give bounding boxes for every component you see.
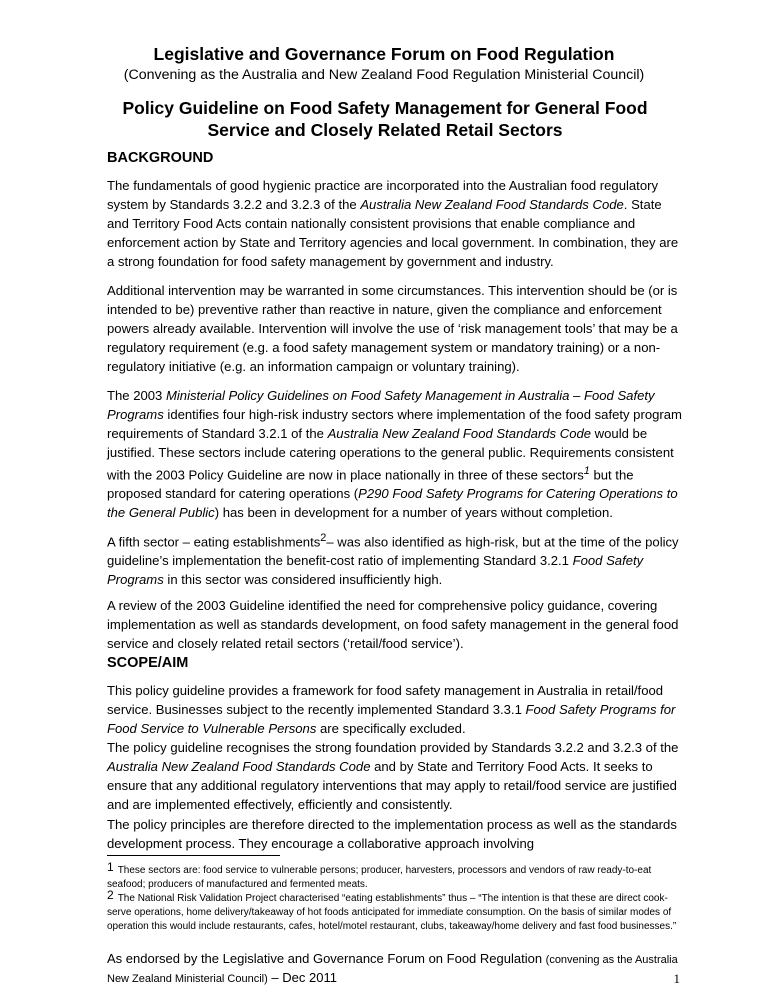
paragraph-8: The policy principles are therefore directed to the implementation process as well as the standards development process. They encourage a collaborative approach involving — [107, 817, 677, 851]
paragraph-3: The 2003 Ministerial Policy Guidelines on Food Safety Management in Australia – Food Safety Programs identifies four high-risk industry sectors where implementation of the food safety program requirements of Standard 3.2.1 of the Australia New Zealand Food Standards Code would be justified. These sectors include catering operations to the general public. Requirements consistent with the 2003 Policy Guideline are now in place nationally in three of these sectors$^1$ but the proposed standard for catering operations (P290 Food Safety Programs for Catering Operations to the General Public) has been in development for a number of years without completion. — [107, 388, 682, 521]
forum-subheading: (Convening as the Australia and New Zealand Food Regulation Ministerial Council) — [123, 67, 645, 83]
footnote-ref-1: 1 — [583, 465, 590, 477]
paragraph-5: A review of the 2003 Guideline identified the need for comprehensive policy guidance, covering implementation as well as standards development, on food safety management in the general food service and closely related retail sectors (‘retail/food service’). — [107, 598, 679, 651]
paragraph-4: A fifth sector – eating establishments$^2$– was also identified as high-risk, but at the time of the policy guideline’s implementation the benefit-cost ratio of implementing Standard 3.2.1 Food Safety Programs in this sector was considered insufficiently high. — [107, 532, 679, 588]
footnote-1: $^1$ These sectors are: food service to vulnerable persons; producer, harvesters, processors and vendors of raw ready-to-eat seafood; producers of manufactured and fermented meats. — [107, 860, 652, 890]
paragraph-1: The fundamentals of good hygienic practice are incorporated into the Australian food regulatory system by Standards 3.2.2 and 3.2.3 of the Australia New Zealand Food Standards Code. State and Territory Food Acts contain nationally consistent provisions that enable compliance and enforcement action by State and Territory agencies and local government. In combination, they are a strong foundation for food safety management by government and industry. — [107, 178, 679, 269]
footnote-separator — [107, 855, 280, 856]
paragraph-6: This policy guideline provides a framework for food safety management in Australia in retail/food service. Businesses subject to the recently implemented Standard 3.3.1 Food Safety Programs for Food Service to Vulnerable Persons are specifically excluded. — [107, 683, 676, 736]
forum-heading: Legislative and Governance Forum on Food Regulation — [153, 44, 615, 64]
footnote-2: $^2$ The National Risk Validation Project characterised “eating establishments” thus – “The intention is that these are direct cook-serve operations, home delivery/takeaway of hot foods anticipated for immediate consumption. On the basis of similar modes of operation this would include restaurants, cafes, hotel/motel restaurant, clubs, takeaway/home delivery and fast food businesses.” — [107, 888, 677, 932]
page-footer: As endorsed by the Legislative and Governance Forum on Food Regulation (convening as the Australia New Zealand Ministerial Council) – Dec 2011 — [107, 951, 678, 985]
section-heading-background: BACKGROUND — [107, 150, 214, 166]
page-number: 1 — [673, 971, 680, 986]
section-heading-scope: SCOPE/AIM — [107, 655, 189, 671]
footnote-ref-2: 2 — [320, 532, 327, 544]
paragraph-7: The policy guideline recognises the strong foundation provided by Standards 3.2.2 and 3.2.3 of the Australia New Zealand Food Standards Code and by State and Territory Food Acts. It seeks to ensure that any additional regulatory interventions that may apply to retail/food service are justified and are implemented effectively, efficiently and consistently. — [107, 740, 679, 812]
paragraph-2: Additional intervention may be warranted in some circumstances. This intervention should be (or is intended to be) preventive rather than reactive in nature, given the compliance and enforcement powers already available. Intervention will involve the use of ‘risk management tools’ that may be a regulatory requirement (e.g. a food safety management system or mandatory training) or a non-regulatory initiative (e.g. an information campaign or voluntary training). — [107, 283, 678, 374]
document-title: Policy Guideline on Food Safety Management for General Food Service and Closely Related Retail Sectors — [122, 98, 648, 140]
